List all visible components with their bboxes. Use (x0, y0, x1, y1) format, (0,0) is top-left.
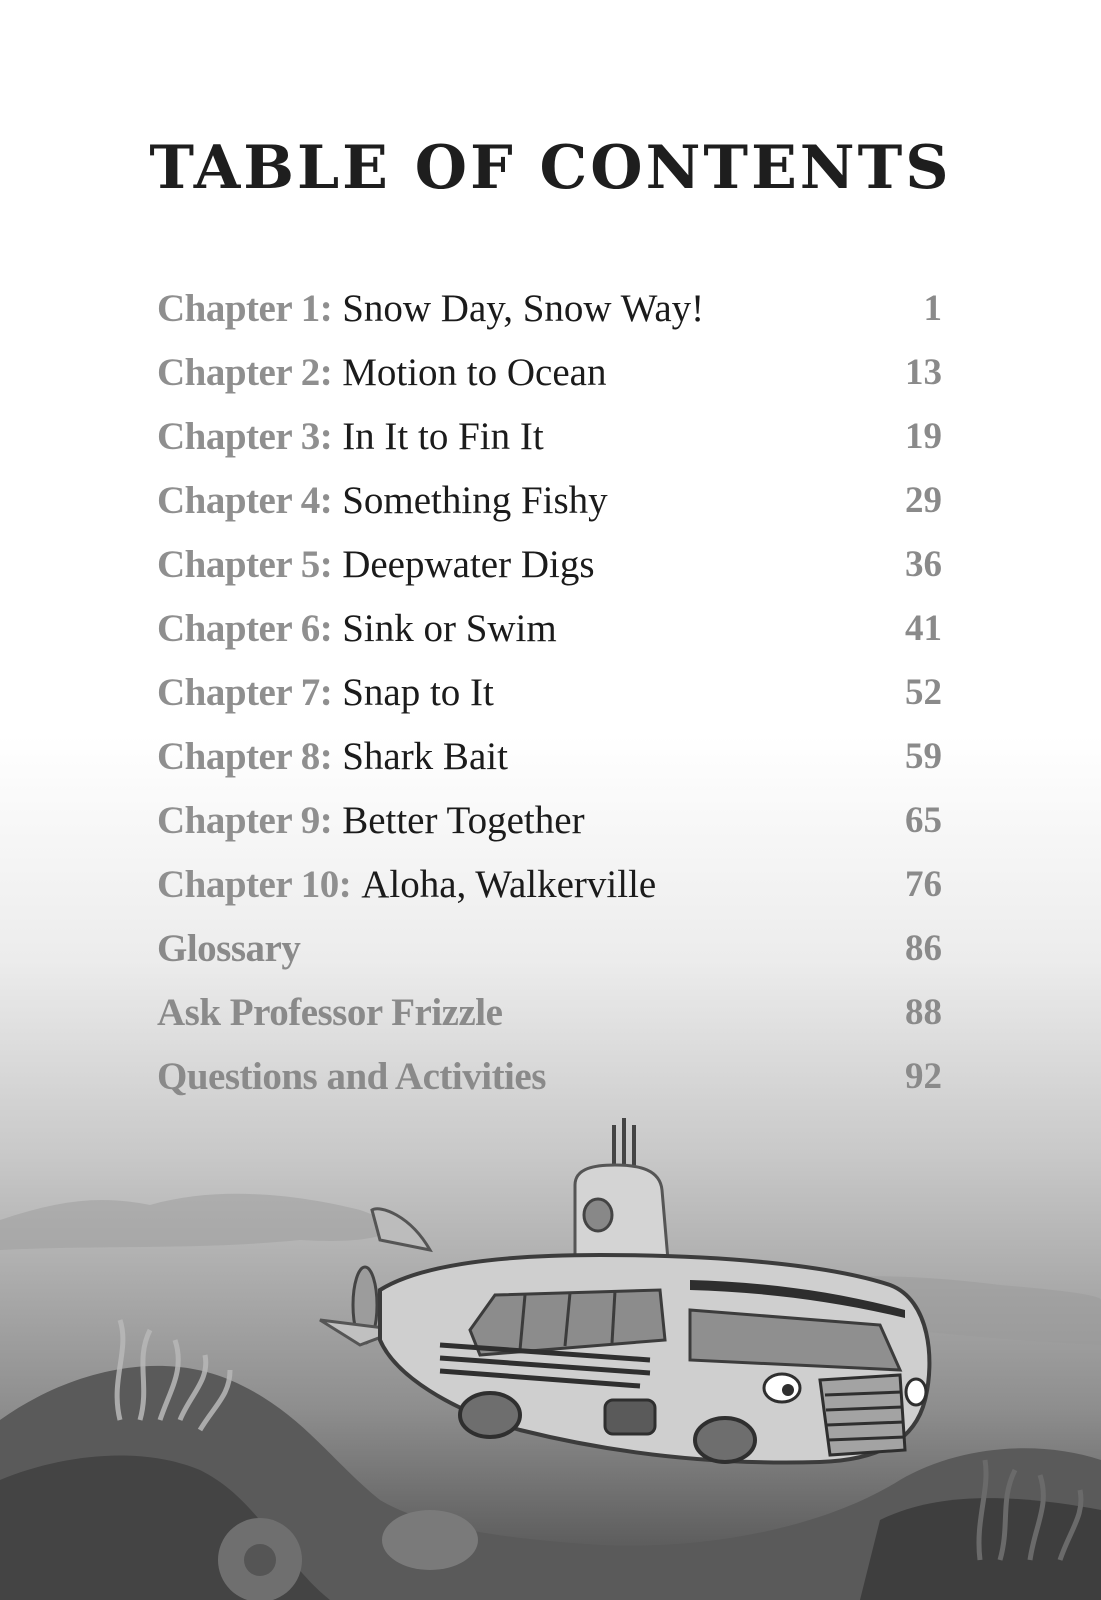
toc-entry-ask-professor-frizzle[interactable] (157, 984, 942, 1048)
toc-entry-questions-and-activities[interactable] (157, 1048, 942, 1112)
page-number: 1 (923, 288, 942, 329)
chapter-label: Chapter 5: (157, 543, 333, 586)
chapter-title: Something Fishy (342, 479, 608, 522)
page-title: TABLE OF CONTENTS (149, 133, 952, 203)
toc-entry-chapter-3[interactable] (157, 408, 942, 472)
toc-entry-glossary[interactable] (157, 920, 942, 984)
section-label: Glossary (157, 927, 301, 970)
chapter-title: Snow Day, Snow Way! (342, 287, 705, 330)
chapter-label: Chapter 8: (157, 735, 333, 778)
toc-list (157, 280, 942, 1112)
shell-rock (382, 1510, 478, 1570)
chapter-title: Motion to Ocean (342, 351, 607, 394)
chapter-title: Snap to It (342, 671, 494, 714)
toc-entry-chapter-7[interactable] (157, 664, 942, 728)
chapter-title: Deepwater Digs (342, 543, 595, 586)
page-number: 88 (905, 992, 942, 1033)
page-number: 19 (905, 416, 942, 457)
page-number: 86 (905, 928, 942, 969)
chapter-title: Shark Bait (342, 735, 508, 778)
page-number: 13 (905, 352, 942, 393)
page-number: 29 (905, 480, 942, 521)
toc-entry-chapter-6[interactable] (157, 600, 942, 664)
chapter-label: Chapter 6: (157, 607, 333, 650)
page-number: 76 (905, 864, 942, 905)
chapter-title: Aloha, Walkerville (361, 863, 657, 906)
chapter-label: Chapter 2: (157, 351, 333, 394)
chapter-label: Chapter 7: (157, 671, 333, 714)
toc-entry-chapter-4[interactable] (157, 472, 942, 536)
chapter-title: In It to Fin It (342, 415, 544, 458)
chapter-label: Chapter 10: (157, 863, 352, 906)
page-number: 36 (905, 544, 942, 585)
toc-entry-chapter-10[interactable] (157, 856, 942, 920)
chapter-label: Chapter 3: (157, 415, 333, 458)
toc-entry-chapter-1[interactable] (157, 280, 942, 344)
page-number: 92 (905, 1056, 942, 1097)
toc-entry-chapter-9[interactable] (157, 792, 942, 856)
chapter-label: Chapter 9: (157, 799, 333, 842)
page-number: 65 (905, 800, 942, 841)
chapter-title: Better Together (342, 799, 585, 842)
chapter-label: Chapter 4: (157, 479, 333, 522)
chapter-label: Chapter 1: (157, 287, 333, 330)
chapter-title: Sink or Swim (342, 607, 557, 650)
toc-entry-chapter-2[interactable] (157, 344, 942, 408)
toc-entry-chapter-8[interactable] (157, 728, 942, 792)
section-label: Ask Professor Frizzle (157, 991, 503, 1034)
page-number: 41 (905, 608, 942, 649)
page-number: 52 (905, 672, 942, 713)
toc-entry-chapter-5[interactable] (157, 536, 942, 600)
page-number: 59 (905, 736, 942, 777)
section-label: Questions and Activities (157, 1055, 546, 1098)
